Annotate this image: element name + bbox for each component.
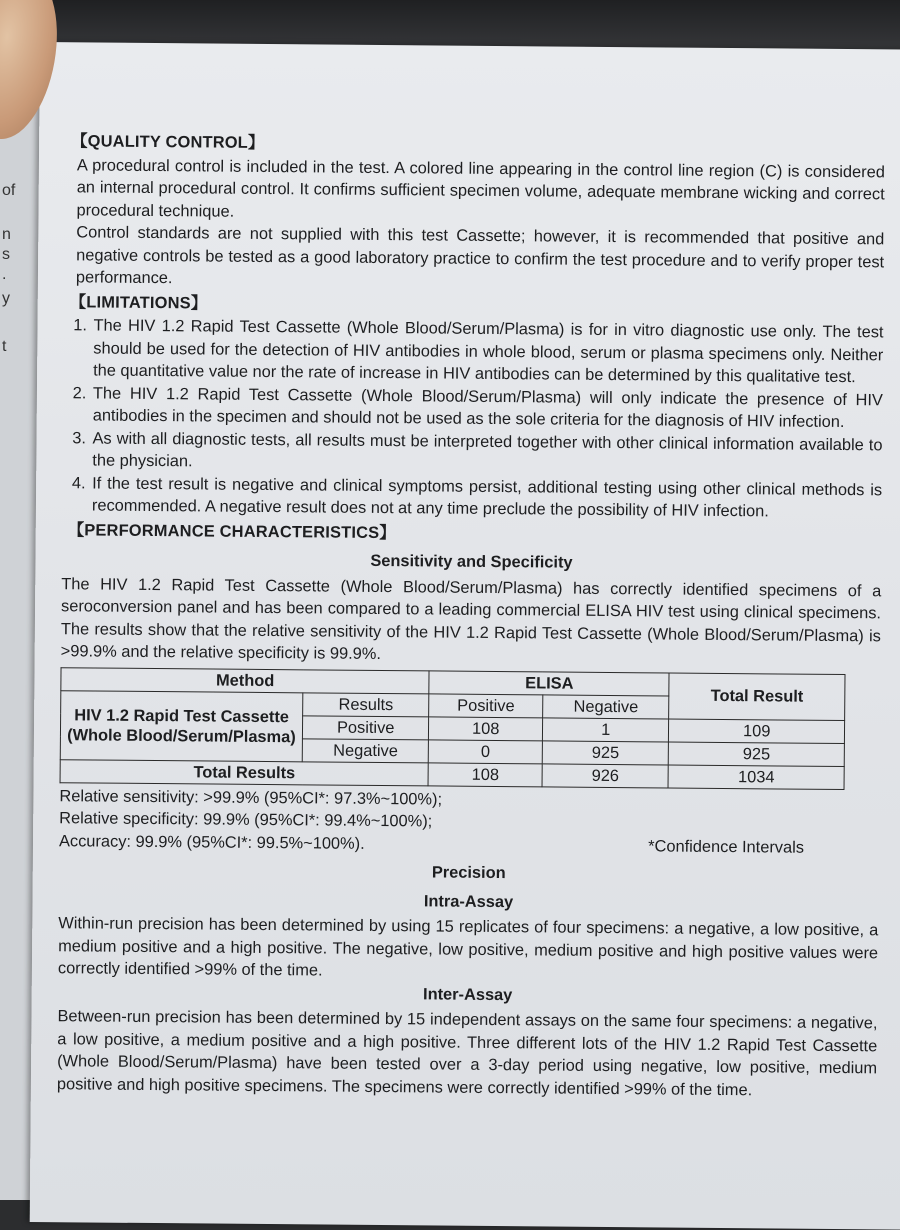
document-body: [57, 128, 885, 1102]
table-cell: 1: [542, 717, 669, 741]
sensitivity-line: Relative sensitivity: >99.9% (95%CI*: 97.3%~100%);: [59, 786, 443, 809]
limitation-item: 3. As with all diagnostic tests, all results must be interpreted together with other clinical information available to the physician.: [90, 427, 882, 479]
sensitivity-specificity-subheading: Sensitivity and Specificity: [370, 551, 573, 572]
fragment-text: of: [2, 182, 16, 199]
inter-assay-heading: Inter-Assay: [422, 984, 513, 1004]
performance-heading: 【PERFORMANCE CHARACTERISTICS】: [67, 520, 396, 542]
table-cell: 1034: [668, 765, 844, 790]
table-test-name: HIV 1.2 Rapid Test Cassette (Whole Blood/Serum/Plasma): [60, 690, 303, 761]
table-cell: 0: [429, 739, 543, 763]
table-cell: Negative: [543, 694, 670, 718]
document-sheet: [30, 42, 900, 1230]
table-header-method: Method: [61, 667, 430, 693]
fragment-text: n: [2, 226, 11, 243]
inter-assay-paragraph: Between-run precision has been determined by 15 independent assays on the same four specimens: a negative, a low positive, a medium positive and a high positive. Three different lots of the HIV 1.2 Rapid Test Cassette (Whole Blood/Serum/Plasma) have been tested over a 3-day period using negative, low positive, medium positive and high positive specimens. The specimens were correctly identified >99% of the time.: [56, 1007, 878, 1099]
table-cell: 925: [669, 742, 845, 767]
table-cell: Positive: [302, 715, 429, 739]
limitations-list: [62, 314, 884, 524]
results-table: [60, 667, 846, 790]
table-header-elisa: ELISA: [429, 670, 669, 695]
table-cell: Negative: [302, 738, 429, 762]
table-cell: 926: [542, 763, 669, 787]
limitation-item: 1. The HIV 1.2 Rapid Test Cassette (Whole Blood/Serum/Plasma) is for in vitro diagnostic use only. The test should be used for the detection of HIV antibodies in whole blood, serum or plasma specimens only. Neither the quantitative value nor the rate of increase in HIV antibodies can be determined by this qualitative test.: [91, 314, 884, 388]
table-cell: 108: [428, 762, 542, 786]
fragment-text: y: [2, 290, 10, 307]
intra-assay-paragraph: Within-run precision has been determined by using 15 replicates of four specimens: a negative, a low positive, a medium positive and a high positive. The negative, low positive, medium positive and high positive values were correctly identified >99% of the time.: [57, 914, 879, 980]
quality-control-heading: 【QUALITY CONTROL】: [71, 132, 265, 152]
table-cell: Results: [303, 692, 430, 716]
accuracy-line: Accuracy: 99.9% (95%CI*: 99.5%~100%).: [58, 831, 365, 853]
table-cell: Positive: [429, 693, 543, 717]
table-cell: 109: [669, 719, 845, 744]
limitations-heading: 【LIMITATIONS】: [69, 292, 208, 312]
table-cell: 925: [542, 740, 669, 764]
fragment-text: s: [2, 246, 10, 263]
quality-control-paragraph-1: A procedural control is included in the test. A colored line appearing in the control line region (C) is considered an internal procedural control. It confirms sufficient specimen volume, adequate membrane wicking and correct procedural technique.: [76, 155, 885, 221]
performance-intro: The HIV 1.2 Rapid Test Cassette (Whole Blood/Serum/Plasma) has correctly identified specimens of a seroconversion panel and has been compared to a leading commercial ELISA HIV test using clinical specimens. The results show that the relative sensitivity of the HIV 1.2 Rapid Test Cassette (Whole Blood/Serum/Plasma) is >99.9% and the relative specificity is 99.9%.: [60, 574, 882, 663]
quality-control-paragraph-2: Control standards are not supplied with this test Cassette; however, it is recommended that positive and negative controls be tested as a good laboratory practice to confirm the test procedure and to verify proper test performance.: [75, 223, 885, 288]
table-total-results-label: Total Results: [60, 759, 429, 785]
confidence-interval-note: *Confidence Intervals: [648, 836, 805, 857]
table-header-total-result: Total Result: [669, 673, 845, 721]
fragment-text: t: [2, 338, 7, 355]
intra-assay-heading: Intra-Assay: [423, 891, 514, 911]
limitation-item: 4. If the test result is negative and clinical symptoms persist, additional testing using other clinical methods is recommended. A negative result does not at any time preclude the possibility of HIV infection.: [90, 472, 882, 524]
precision-heading: Precision: [431, 863, 506, 883]
specificity-line: Relative specificity: 99.9% (95%CI*: 99.4%~100%);: [59, 809, 433, 831]
table-cell: 108: [429, 716, 543, 740]
fragment-text: .: [2, 266, 7, 283]
limitation-item: 2. The HIV 1.2 Rapid Test Cassette (Whole Blood/Serum/Plasma) will only indicate the presence of HIV antibodies in the specimen and should not be used as the sole criteria for the diagnosis of HIV infection.: [91, 382, 883, 434]
